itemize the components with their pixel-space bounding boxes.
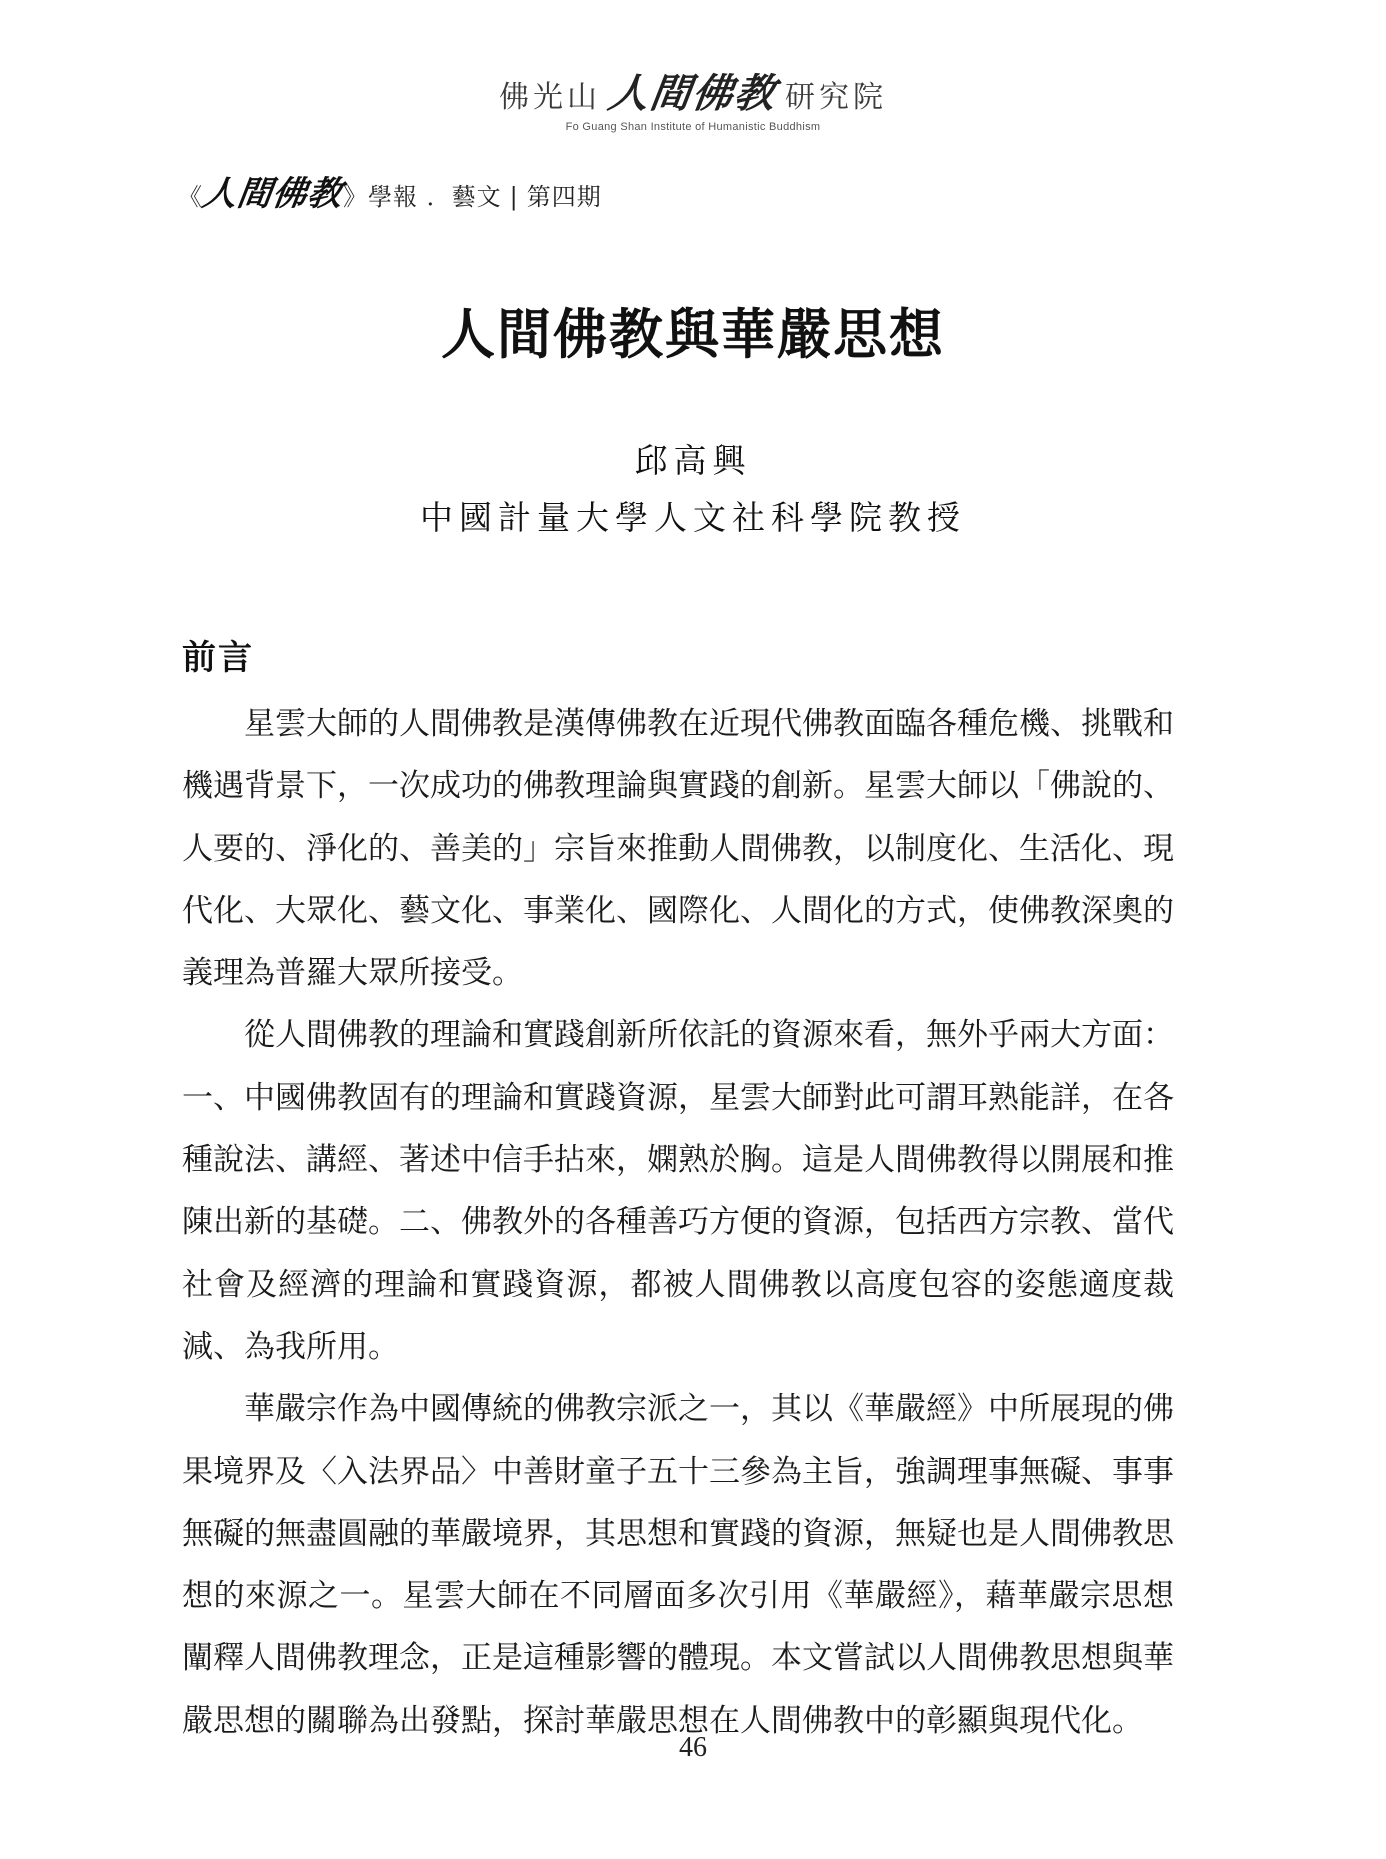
article-title: 人間佛教與華嚴思想 [441,302,945,366]
institute-name-prefix: 佛光山 [499,80,601,115]
author-affiliation: 中國計量大學人文社科學院教授 [420,498,966,537]
paragraph: 華嚴宗作為中國傳統的佛教宗派之一，其以《華嚴經》中所展現的佛果境界及〈入法界品〉中善財童子五十三參為主旨，強調理事無礙、事事無礙的無盡圓融的華嚴境界，其思想和實踐的資源，無疑也是人間佛教思想的來源之一。星雲大師在不同層面多次引用《華嚴經》，藉華嚴宗思想闡釋人間佛教理念，正是這種影響的體現。本文嘗試以人間佛教思想與華嚴思想的關聯為出發點，探討華嚴思想在人間佛教中的彰顯與現代化。 [182,1391,1174,1739]
journal-issue: 第四期 [526,183,602,211]
page-number: 46 [679,1732,707,1763]
journal-running-header [178,166,602,215]
journal-separator: | [509,183,519,211]
institute-brand-logotype: 人間佛教 [605,70,780,117]
institute-english-name: Fo Guang Shan Institute of Humanistic Buddhism [565,121,821,133]
institute-name-suffix: 研究院 [785,80,887,115]
author-name: 邱高興 [634,441,752,480]
section-body [182,693,1174,1752]
institute-header [0,62,1386,133]
journal-open-bracket: 《 [178,183,203,211]
institute-logo-line [499,62,887,119]
journal-name: 學報 ．藝文 [368,183,502,211]
paragraph: 從人間佛教的理論和實踐創新所依託的資源來看，無外乎兩大方面：一、中國佛教固有的理論和實踐資源，星雲大師對此可謂耳熟能詳，在各種說法、講經、著述中信手拈來，嫻熟於胸。這是人間佛教得以開展和推陳出新的基礎。二、佛教外的各種善巧方便的資源，包括西方宗教、當代社會及經濟的理論和實踐資源，都被人間佛教以高度包容的姿態適度裁減、為我所用。 [182,1017,1174,1365]
section-heading: 前言 [182,638,254,678]
journal-close-bracket: 》 [343,183,368,211]
journal-brand-logotype: 人間佛教 [199,174,346,214]
paragraph: 星雲大師的人間佛教是漢傳佛教在近現代佛教面臨各種危機、挑戰和機遇背景下，一次成功的佛教理論與實踐的創新。星雲大師以「佛說的、人要的、淨化的、善美的」宗旨來推動人間佛教，以制度化、生活化、現代化、大眾化、藝文化、事業化、國際化、人間化的方式，使佛教深奧的義理為普羅大眾所接受。 [182,706,1174,992]
